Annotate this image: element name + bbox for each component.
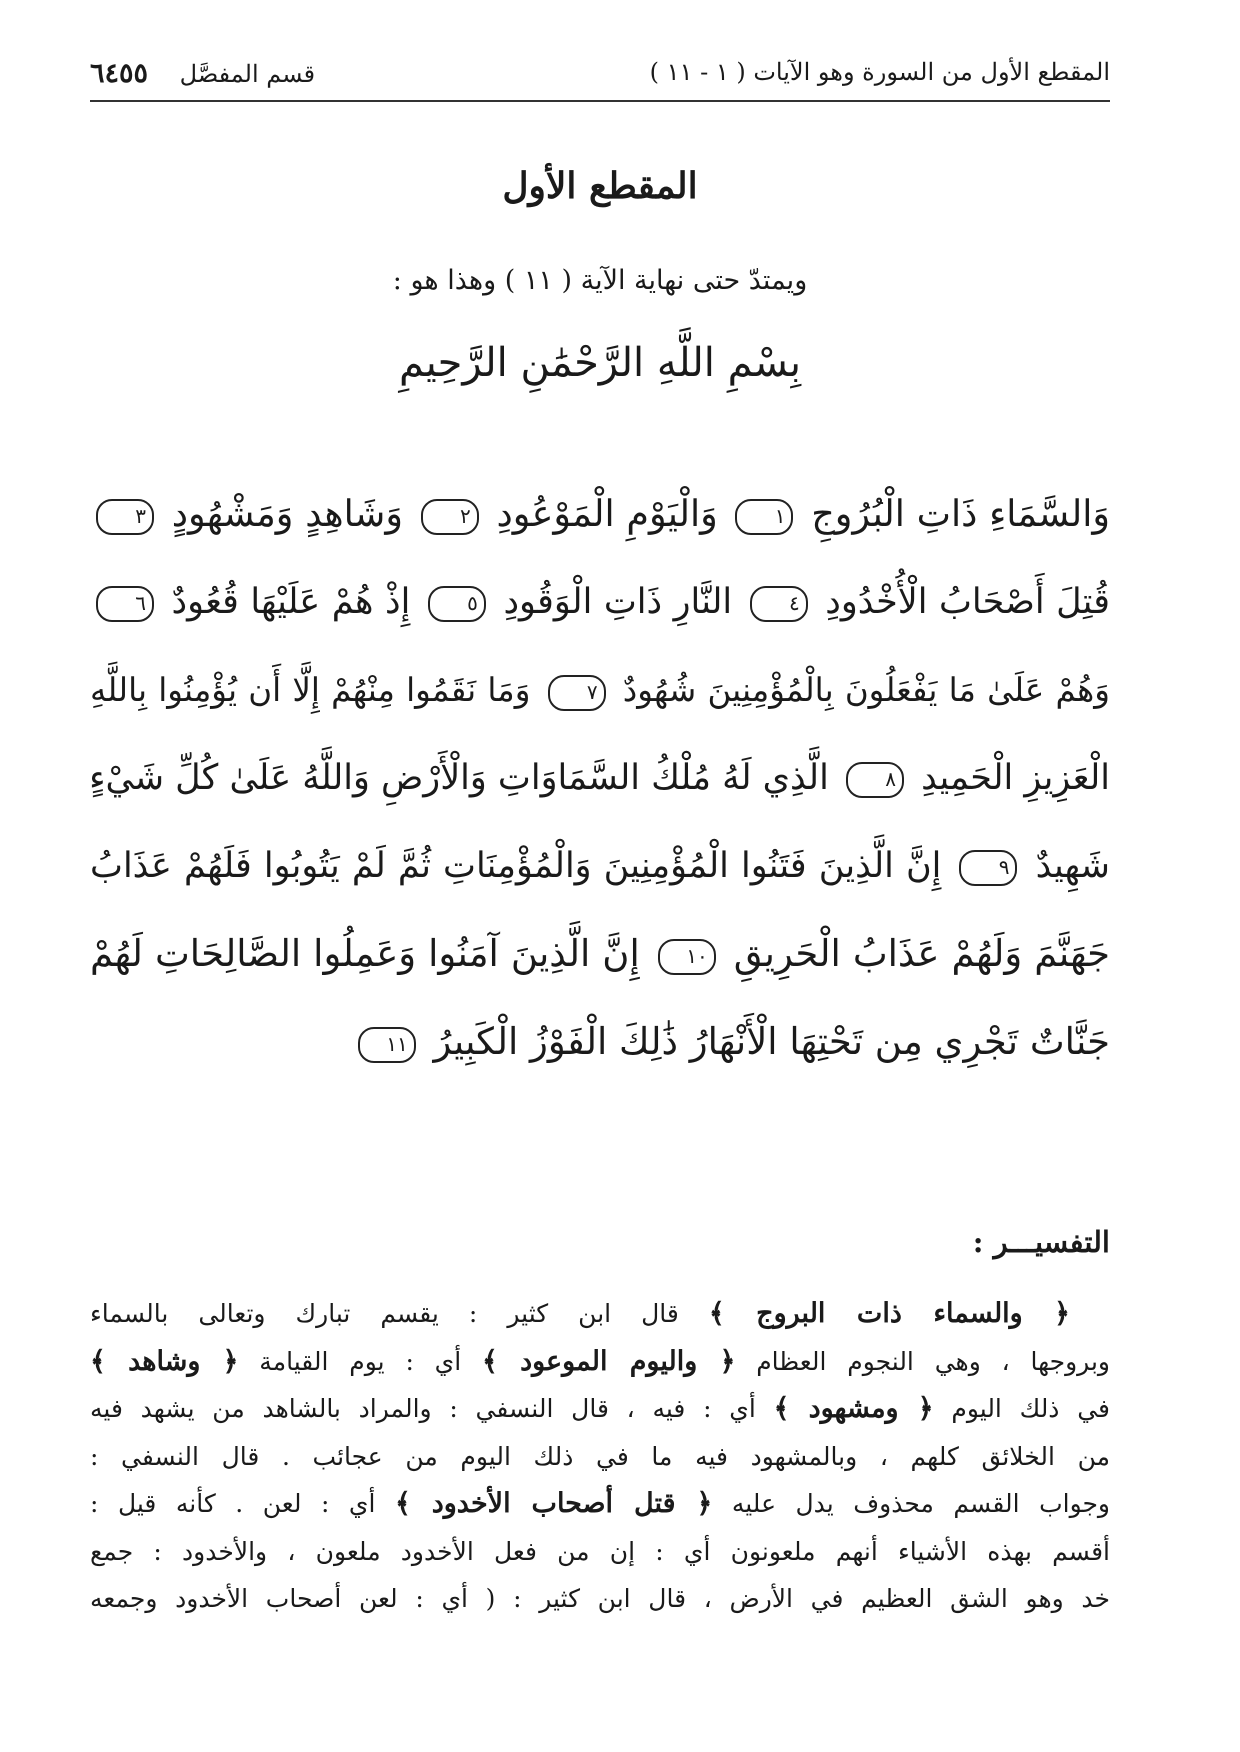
commentary-text: من الخلائق كلهم ، وبالمشهود فيه ما في ذلك اليوم من عجائب . قال النسفي : xyxy=(90,1441,1110,1471)
verse-text: وَالسَّمَاءِ ذَاتِ الْبُرُوجِ xyxy=(811,492,1110,535)
ayah-number-marker: ٧ xyxy=(548,675,606,711)
ayah-number-marker: ٣ xyxy=(96,499,154,535)
section-title: المقطع الأول xyxy=(502,165,698,207)
ayah-number-marker: ٨ xyxy=(846,762,904,798)
verse-line xyxy=(90,822,1110,910)
ayah-number-marker: ٦ xyxy=(96,586,154,622)
tafsir-line xyxy=(90,1338,1110,1386)
commentary-text: أي : لعن . كأنه قيل : xyxy=(90,1489,376,1518)
quoted-verse: ﴿ واليوم الموعود ﴾ xyxy=(482,1345,736,1377)
ayah-number-marker: ١ xyxy=(735,499,793,535)
quoted-verse: ﴿ قتل أصحاب الأخدود ﴾ xyxy=(394,1488,713,1519)
tafsir-line xyxy=(90,1385,1110,1433)
commentary-text: أي : يوم القيامة xyxy=(259,1346,462,1376)
ayah-number-marker: ١١ xyxy=(358,1027,416,1063)
verse-text: جَنَّاتٌ تَجْرِي مِن تَحْتِهَا الْأَنْهَارُ ذَٰلِكَ الْفَوْزُ الْكَبِيرُ xyxy=(433,1020,1110,1063)
verse-text: قُتِلَ أَصْحَابُ الْأُخْدُودِ xyxy=(825,582,1110,622)
commentary-text: قال ابن كثير : يقسم تبارك وتعالى بالسماء xyxy=(90,1299,679,1328)
commentary-text: في ذلك اليوم xyxy=(951,1394,1110,1423)
commentary-text: وبروجها ، وهي النجوم العظام xyxy=(756,1346,1110,1376)
tafsir-line xyxy=(90,1480,1110,1528)
tafsir-line xyxy=(90,1575,1110,1623)
book-page xyxy=(90,40,1110,1720)
verse-line xyxy=(90,998,1110,1086)
verse-line xyxy=(90,558,1110,646)
quoted-verse: ﴿ والسماء ذات البروج ﴾ xyxy=(708,1298,1071,1329)
header-divider xyxy=(90,100,1110,102)
basmala: بِسْمِ اللَّهِ الرَّحْمَٰنِ الرَّحِيمِ xyxy=(398,340,802,386)
section-name: قسم المفصَّل xyxy=(179,60,316,88)
commentary-text: أقسم بهذه الأشياء أنهم ملعونون أي : إن من فعل الأخدود ملعون ، والأخدود : جمع xyxy=(90,1536,1110,1566)
section-subtitle: ويمتدّ حتى نهاية الآية ( ١١ ) وهذا هو : xyxy=(392,265,808,296)
commentary-text: وجواب القسم محذوف يدل عليه xyxy=(731,1489,1111,1518)
verse-text: النَّارِ ذَاتِ الْوَقُودِ xyxy=(503,582,733,622)
quoted-verse: ﴿ وشاهد ﴾ xyxy=(90,1345,239,1377)
tafsir-heading: التفسيـــر : xyxy=(972,1225,1110,1259)
verse-text: وَهُمْ عَلَىٰ مَا يَفْعَلُونَ بِالْمُؤْمِنِينَ شُهُودٌ xyxy=(622,671,1110,709)
verse-text: الْعَزِيزِ الْحَمِيدِ xyxy=(921,758,1110,798)
verse-line xyxy=(90,470,1110,558)
verse-text: شَهِيدٌ xyxy=(1035,846,1110,886)
page-number: ٦٤٥٥ xyxy=(90,58,149,89)
tafsir-text xyxy=(90,1290,1110,1623)
verse-text: جَهَنَّمَ وَلَهُمْ عَذَابُ الْحَرِيقِ xyxy=(733,932,1110,975)
ayah-number-marker: ٩ xyxy=(959,850,1017,886)
ayah-number-marker: ٥ xyxy=(428,586,486,622)
verse-line xyxy=(90,646,1110,734)
verse-text: وَالْيَوْمِ الْمَوْعُودِ xyxy=(496,492,718,535)
verse-text: إِنَّ الَّذِينَ آمَنُوا وَعَمِلُوا الصَّالِحَاتِ لَهُمْ xyxy=(90,932,640,975)
verse-text: إِذْ هُمْ عَلَيْهَا قُعُودٌ xyxy=(171,582,411,622)
verse-text: وَمَا نَقَمُوا مِنْهُمْ إِلَّا أَن يُؤْمِنُوا بِاللَّهِ xyxy=(90,671,531,709)
tafsir-line xyxy=(90,1528,1110,1576)
verse-line xyxy=(90,734,1110,822)
tafsir-line xyxy=(90,1290,1110,1338)
chapter-info: المقطع الأول من السورة وهو الآيات ( ١ - ١١ ) xyxy=(649,58,1110,86)
ayah-number-marker: ٢ xyxy=(421,499,479,535)
verse-text: الَّذِي لَهُ مُلْكُ السَّمَاوَاتِ وَالْأَرْضِ وَاللَّهُ عَلَىٰ كُلِّ شَيْءٍ xyxy=(89,758,829,798)
commentary-text: أي : فيه ، قال النسفي : والمراد بالشاهد من يشهد فيه xyxy=(90,1394,756,1423)
verse-text: إِنَّ الَّذِينَ فَتَنُوا الْمُؤْمِنِينَ وَالْمُؤْمِنَاتِ ثُمَّ لَمْ يَتُوبُوا فَلَهُمْ عَذَابُ xyxy=(90,846,942,886)
header-left-group xyxy=(90,58,315,89)
ayah-number-marker: ٤ xyxy=(750,586,808,622)
quoted-verse: ﴿ ومشهود ﴾ xyxy=(773,1393,934,1424)
commentary-text: خد وهو الشق العظيم في الأرض ، قال ابن كثير : ( أي : لعن أصحاب الأخدود وجمعه xyxy=(90,1584,1110,1613)
tafsir-line xyxy=(90,1433,1110,1481)
ayah-number-marker: ١٠ xyxy=(658,939,716,975)
verse-line xyxy=(90,910,1110,998)
verse-text: وَشَاهِدٍ وَمَشْهُودٍ xyxy=(171,492,403,535)
quran-verses xyxy=(90,470,1110,1086)
